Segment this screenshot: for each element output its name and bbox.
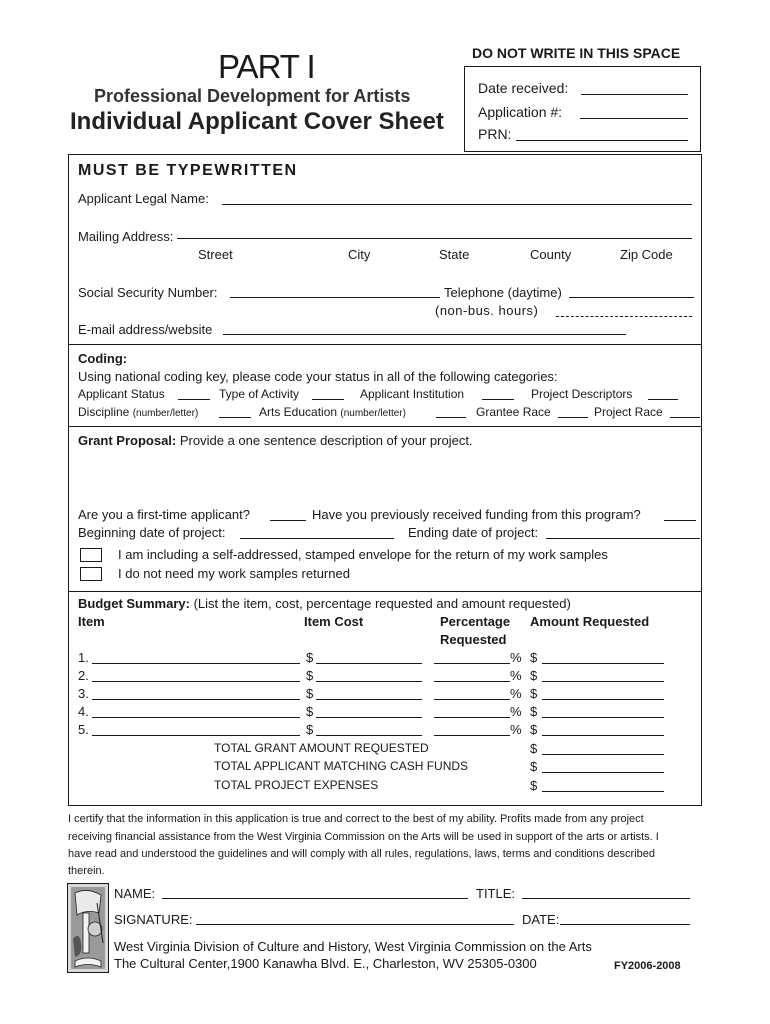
mailing-label: Mailing Address: [78, 229, 174, 244]
cost-field[interactable] [316, 663, 422, 664]
total-expenses-label: TOTAL PROJECT EXPENSES [214, 778, 379, 792]
signature-label: SIGNATURE: [114, 912, 193, 927]
prn-label: PRN: [478, 126, 512, 142]
proposal-heading: Grant Proposal: [78, 433, 177, 448]
telephone-day-field[interactable] [569, 297, 694, 298]
title-label: TITLE: [476, 886, 516, 901]
amount-dollar: $ [530, 722, 538, 737]
legal-name-field[interactable] [222, 204, 692, 205]
street-label: Street [198, 247, 233, 262]
project-descriptors-label: Project Descriptors [531, 387, 633, 401]
item-field[interactable] [92, 663, 300, 664]
amount-field[interactable] [542, 699, 664, 700]
no-return-checkbox[interactable] [80, 567, 102, 581]
cost-dollar: $ [306, 704, 314, 719]
discipline-label [78, 405, 198, 419]
ssn-label: Social Security Number: [78, 285, 218, 300]
cost-field[interactable] [316, 699, 422, 700]
cost-field[interactable] [316, 717, 422, 718]
date-received-line[interactable] [581, 94, 688, 95]
item-field[interactable] [92, 699, 300, 700]
coding-intro: Using national coding key, please code your status in all of the following categories: [78, 369, 558, 384]
mailing-address-field[interactable] [177, 238, 692, 239]
divider-coding [68, 344, 702, 345]
state-label: State [439, 247, 470, 262]
applicant-status-label: Applicant Status [78, 387, 165, 401]
item-field[interactable] [92, 735, 300, 736]
cost-dollar: $ [306, 722, 314, 737]
arts-education-label [259, 405, 406, 419]
project-descriptors-field[interactable] [648, 399, 678, 400]
percent-sign: % [510, 722, 522, 737]
organization-address: The Cultural Center,1900 Kanawha Blvd. E., Charleston, WV 25305-0300 [114, 956, 537, 971]
percent-sign: % [510, 686, 522, 701]
arts-education-text: Arts Education [259, 405, 338, 419]
discipline-text: Discipline [78, 405, 130, 419]
item-field[interactable] [92, 717, 300, 718]
envelope-checkbox[interactable] [80, 548, 102, 562]
email-field[interactable] [223, 334, 626, 335]
county-label: County [530, 247, 572, 262]
proposal-prompt: Provide a one sentence description of your project. [179, 433, 473, 448]
total-match-label: TOTAL APPLICANT MATCHING CASH FUNDS [214, 759, 469, 773]
organization-name: West Virginia Division of Culture and History, West Virginia Commission on the Arts [114, 939, 592, 954]
first-time-label: Are you a first-time applicant? [78, 507, 250, 522]
cost-dollar: $ [306, 668, 314, 683]
total-grant-field[interactable] [542, 754, 664, 755]
row-number: 1. [78, 650, 89, 665]
envelope-label: I am including a self-addressed, stamped envelope for the return of my work samples [118, 547, 608, 562]
previous-funding-field[interactable] [664, 520, 696, 521]
end-date-field[interactable] [546, 538, 700, 539]
date-received-label: Date received: [478, 80, 569, 96]
cost-dollar: $ [306, 686, 314, 701]
percent-sign: % [510, 704, 522, 719]
type-activity-field[interactable] [312, 399, 344, 400]
col-item: Item [78, 614, 105, 629]
amount-dollar: $ [530, 650, 538, 665]
discipline-note: (number/letter) [132, 408, 199, 419]
arts-education-note: (number/letter) [340, 408, 406, 419]
col-cost: Item Cost [304, 614, 364, 629]
total-expenses-field[interactable] [542, 791, 664, 792]
legal-name-label: Applicant Legal Name: [78, 191, 209, 206]
ssn-field[interactable] [230, 297, 440, 298]
subtitle: Professional Development for Artists [94, 86, 411, 106]
divider-budget [68, 591, 702, 592]
date-field[interactable] [560, 924, 690, 925]
row-number: 3. [78, 686, 89, 701]
application-no-label: Application #: [478, 104, 563, 120]
amount-dollar: $ [530, 668, 538, 683]
arts-commission-logo-icon [67, 883, 109, 973]
title-field[interactable] [522, 898, 690, 899]
discipline-field[interactable] [219, 417, 251, 418]
col-amount: Amount Requested [530, 614, 650, 629]
arts-education-field[interactable] [436, 417, 466, 418]
budget-heading-note: (List the item, cost, percentage requested and amount requested) [193, 596, 571, 611]
percent-field[interactable] [434, 717, 510, 718]
page-title: Individual Applicant Cover Sheet [70, 108, 444, 135]
amount-dollar: $ [530, 686, 538, 701]
cost-dollar: $ [306, 650, 314, 665]
amount-field[interactable] [542, 663, 664, 664]
percent-field[interactable] [434, 663, 510, 664]
amount-dollar: $ [530, 704, 538, 719]
part-heading: PART I [218, 48, 315, 85]
grantee-race-field[interactable] [558, 417, 588, 418]
certify-line-1: I certify that the information in this application is true and correct to the best of my ability. Profits made from any project [68, 813, 644, 825]
proposal-header [78, 433, 473, 448]
city-label: City [348, 247, 371, 262]
begin-date-label: Beginning date of project: [78, 525, 226, 540]
cost-field[interactable] [316, 735, 422, 736]
total-grant-label: TOTAL GRANT AMOUNT REQUESTED [214, 741, 429, 755]
email-label: E-mail address/website [78, 322, 213, 337]
type-activity-label: Type of Activity [219, 387, 300, 401]
signature-field[interactable] [196, 924, 514, 925]
zip-label: Zip Code [620, 247, 673, 262]
total-match-dollar: $ [530, 759, 538, 774]
percent-sign: % [510, 650, 522, 665]
name-label: NAME: [114, 886, 156, 901]
certify-line-2: receiving financial assistance from the West Virginia Commission on the Arts will be used in support of the arts or artists. I [68, 831, 659, 843]
begin-date-field[interactable] [240, 538, 394, 539]
first-time-field[interactable] [270, 520, 306, 521]
budget-heading: Budget Summary: [78, 596, 190, 611]
telephone-day-label: Telephone (daytime) [444, 285, 562, 300]
prn-line[interactable] [516, 140, 688, 141]
typewritten-notice: MUST BE TYPEWRITTEN [78, 162, 298, 179]
telephone-night-label: (non-bus. hours) [435, 303, 539, 318]
percent-sign: % [510, 668, 522, 683]
office-use-heading: DO NOT WRITE IN THIS SPACE [472, 45, 681, 61]
application-no-line[interactable] [580, 118, 688, 119]
proposal-description-area[interactable] [78, 452, 692, 504]
previous-funding-label: Have you previously received funding from this program? [312, 507, 641, 522]
divider-proposal [68, 426, 702, 427]
item-field[interactable] [92, 681, 300, 682]
amount-field[interactable] [542, 717, 664, 718]
col-percentage: Percentage [440, 614, 511, 629]
certify-line-3: have read and understood the guidelines and will comply with all rules, regulations, laws, terms and conditions described [68, 848, 655, 860]
coding-heading: Coding: [78, 351, 128, 366]
row-number: 5. [78, 722, 89, 737]
name-field[interactable] [162, 898, 468, 899]
grantee-race-label: Grantee Race [476, 405, 551, 419]
percent-field[interactable] [434, 735, 510, 736]
amount-field[interactable] [542, 681, 664, 682]
row-number: 4. [78, 704, 89, 719]
no-return-label: I do not need my work samples returned [118, 566, 350, 581]
percent-field[interactable] [434, 681, 510, 682]
applicant-institution-label: Applicant Institution [360, 387, 465, 401]
end-date-label: Ending date of project: [408, 525, 539, 540]
amount-field[interactable] [542, 735, 664, 736]
total-grant-dollar: $ [530, 741, 538, 756]
row-number: 2. [78, 668, 89, 683]
total-match-field[interactable] [542, 772, 664, 773]
percent-field[interactable] [434, 699, 510, 700]
applicant-status-field[interactable] [178, 399, 210, 400]
col-requested: Requested [440, 632, 507, 647]
form-id: FY2006-2008 [614, 960, 681, 972]
telephone-night-field[interactable] [556, 316, 692, 317]
project-race-field[interactable] [670, 417, 700, 418]
total-expenses-dollar: $ [530, 778, 538, 793]
applicant-institution-field[interactable] [482, 399, 514, 400]
project-race-label: Project Race [594, 405, 663, 419]
budget-header [78, 596, 571, 611]
cost-field[interactable] [316, 681, 422, 682]
date-label: DATE: [522, 912, 560, 927]
certify-line-4: therein. [68, 865, 105, 877]
